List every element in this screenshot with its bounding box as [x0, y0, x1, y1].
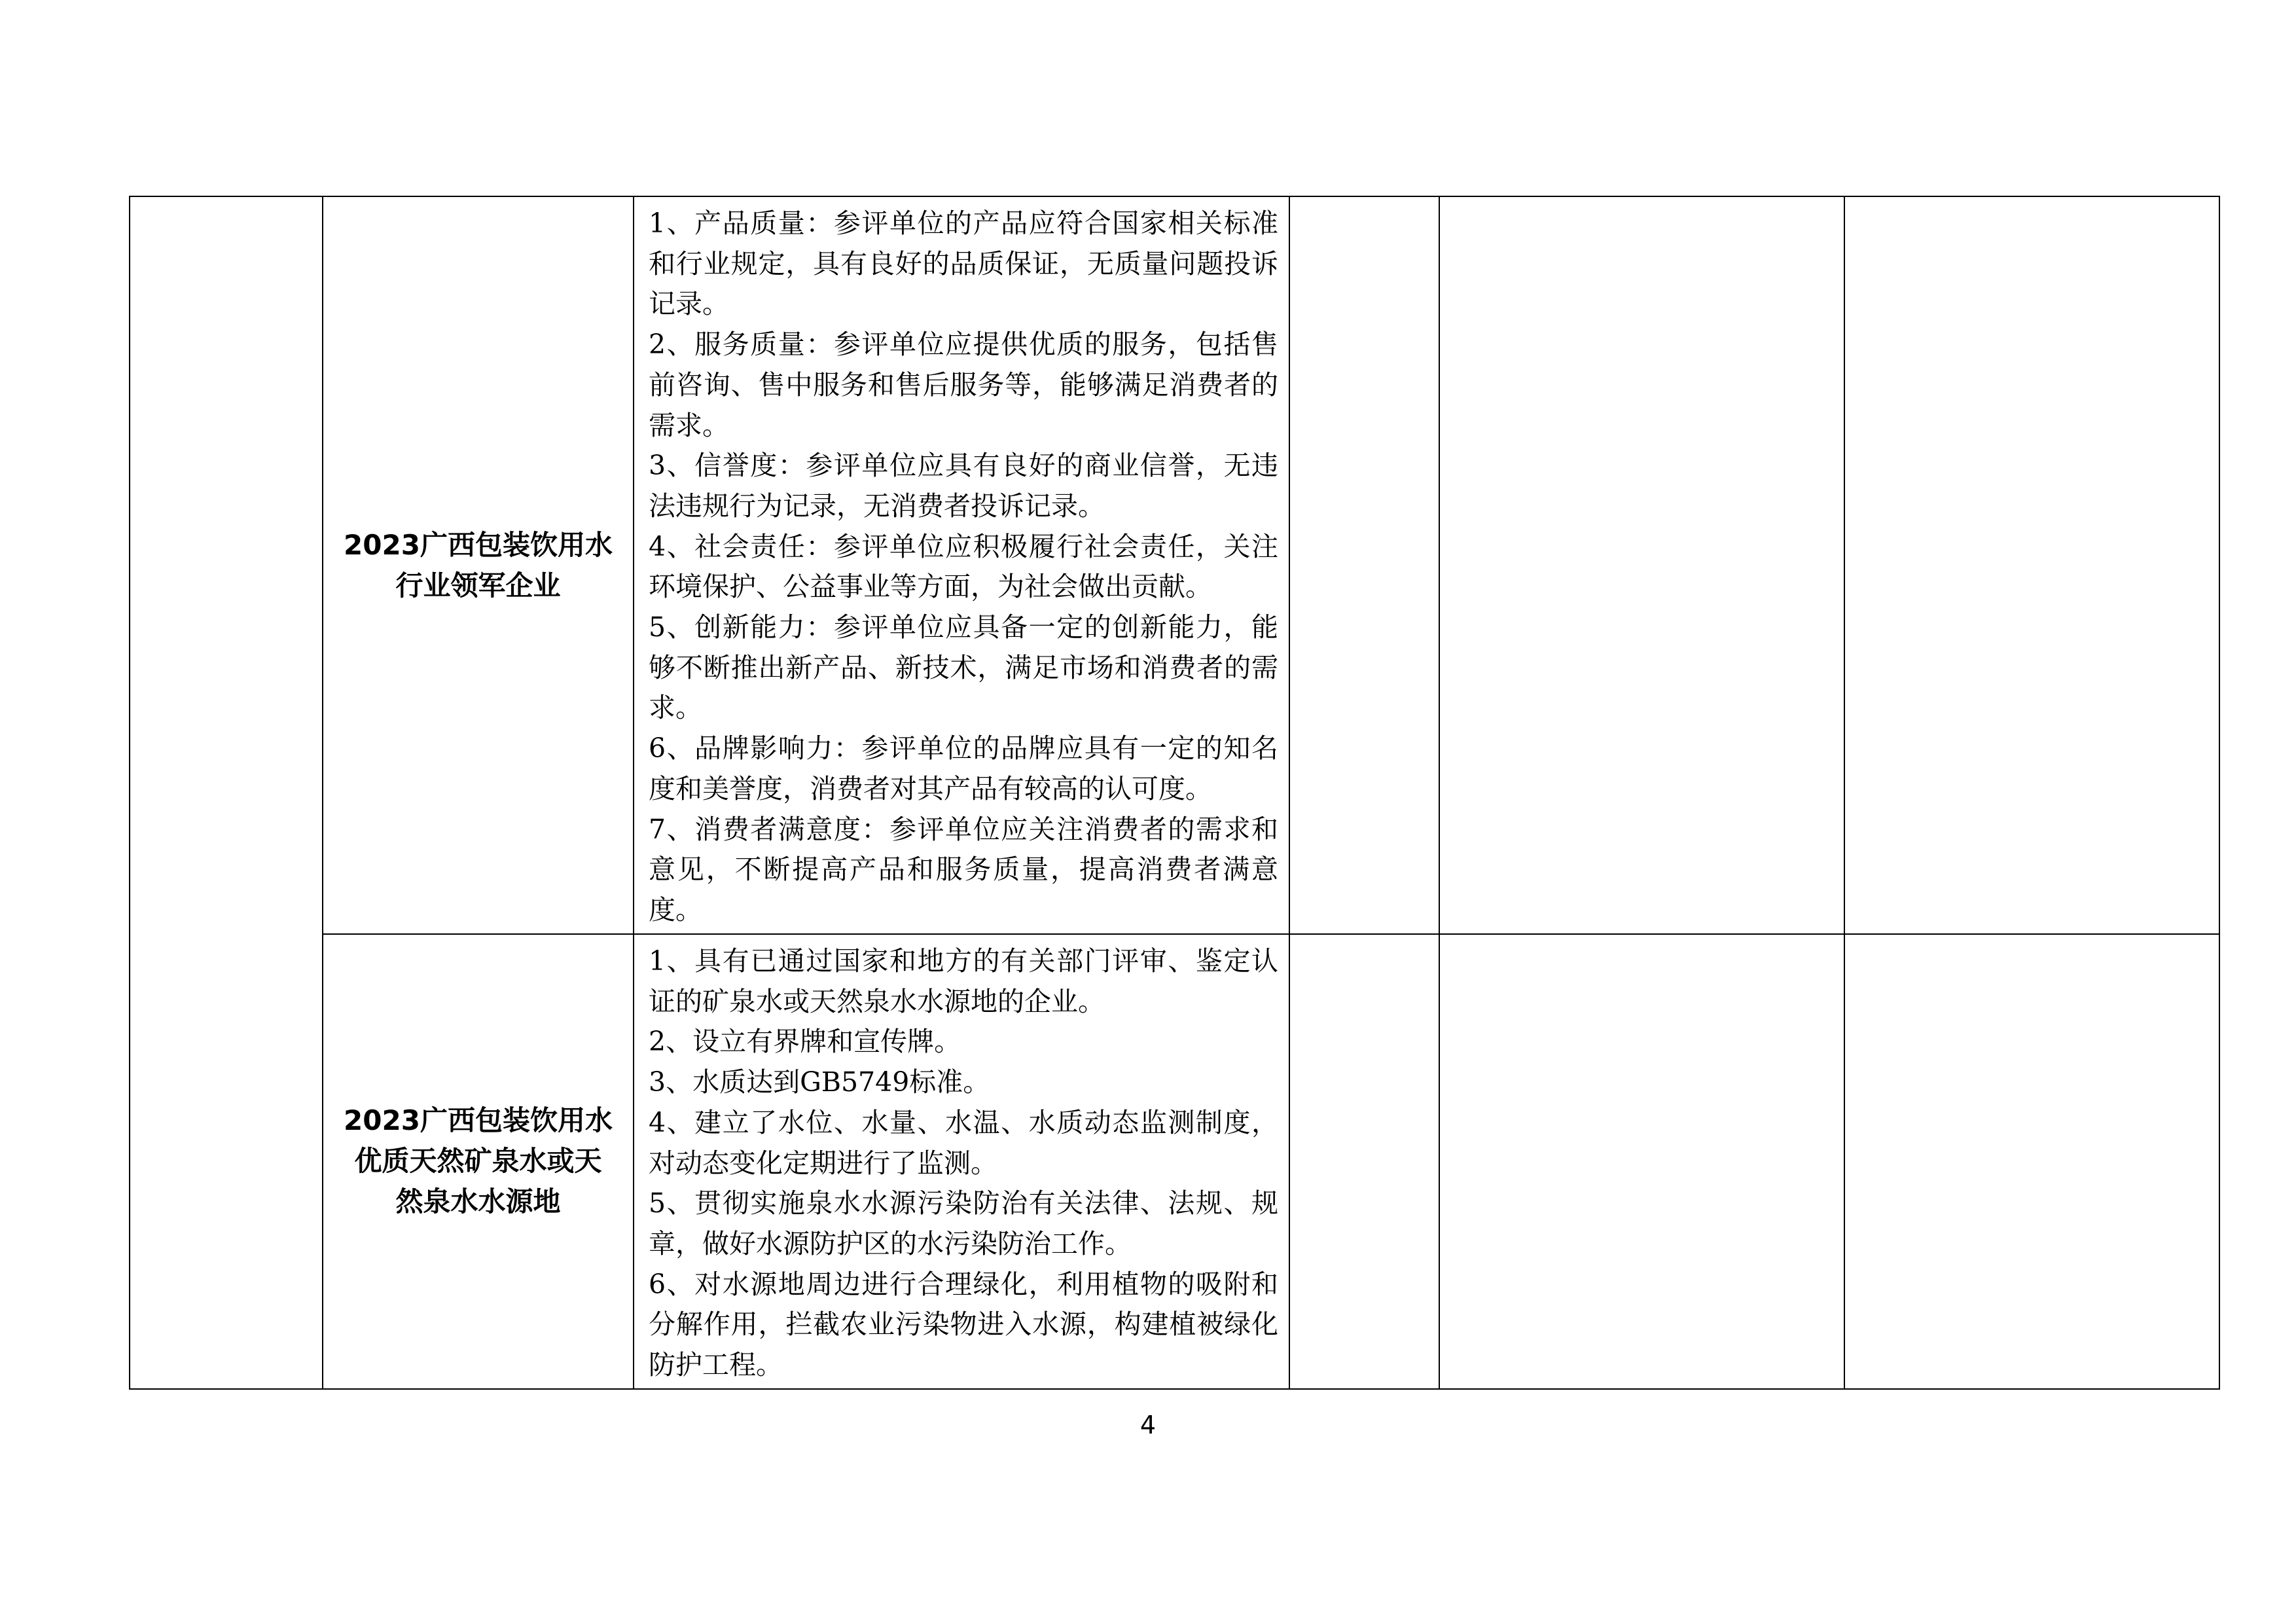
- award-name-cell: [323, 934, 634, 1389]
- criteria-item: 6、品牌影响力：参评单位的品牌应具有一定的知名度和美誉度，消费者对其产品有较高的认可度。: [649, 732, 1278, 804]
- empty-cell: [1439, 934, 1844, 1389]
- empty-cell: [1289, 934, 1439, 1389]
- criteria-item: 5、创新能力：参评单位应具备一定的创新能力，能够不断推出新产品、新技术，满足市场和消费者的需求。: [649, 611, 1278, 724]
- criteria-item: 7、消费者满意度：参评单位应关注消费者的需求和意见，不断提高产品和服务质量，提高消费者满意度。: [649, 813, 1278, 926]
- criteria-item: 3、水质达到GB5749标准。: [649, 1066, 990, 1098]
- criteria-item: 1、产品质量：参评单位的产品应符合国家相关标准和行业规定，具有良好的品质保证，无质量问题投诉记录。: [649, 208, 1278, 320]
- award-name-cell: [323, 196, 634, 934]
- criteria-item: 3、信誉度：参评单位应具有良好的商业信誉，无违法违规行为记录，无消费者投诉记录。: [649, 450, 1278, 522]
- empty-cell: [1844, 934, 2219, 1389]
- category-cell-empty: [130, 196, 323, 1389]
- award-criteria-table: [129, 196, 2220, 1390]
- empty-cell: [1289, 196, 1439, 934]
- criteria-item: 6、对水源地周边进行合理绿化，利用植物的吸附和分解作用，拦截农业污染物进入水源，构建植被绿化防护工程。: [649, 1268, 1278, 1381]
- empty-cell: [1439, 196, 1844, 934]
- criteria-cell: [634, 934, 1289, 1389]
- page-number: 4: [1139, 1411, 1157, 1439]
- award-name: 2023广西包装饮用水 行业领军企业: [344, 528, 613, 602]
- table-row: [130, 196, 2219, 934]
- criteria-item: 5、贯彻实施泉水水源污染防治有关法律、法规、规章，做好水源防护区的水污染防治工作。: [649, 1187, 1278, 1259]
- criteria-item: 4、建立了水位、水量、水温、水质动态监测制度，对动态变化定期进行了监测。: [649, 1106, 1278, 1179]
- criteria-item: 4、社会责任：参评单位应积极履行社会责任，关注环境保护、公益事业等方面，为社会做出贡献。: [649, 530, 1278, 603]
- criteria-item: 1、具有已通过国家和地方的有关部门评审、鉴定认证的矿泉水或天然泉水水源地的企业。: [649, 945, 1278, 1017]
- award-name: 2023广西包装饮用水 优质天然矿泉水或天 然泉水水源地: [344, 1104, 613, 1218]
- criteria-cell: [634, 196, 1289, 934]
- criteria-item: 2、服务质量：参评单位应提供优质的服务，包括售前咨询、售中服务和售后服务等，能够满足消费者的需求。: [649, 329, 1278, 441]
- criteria-item: 2、设立有界牌和宣传牌。: [649, 1026, 961, 1058]
- table-row: [130, 934, 2219, 1389]
- empty-cell: [1844, 196, 2219, 934]
